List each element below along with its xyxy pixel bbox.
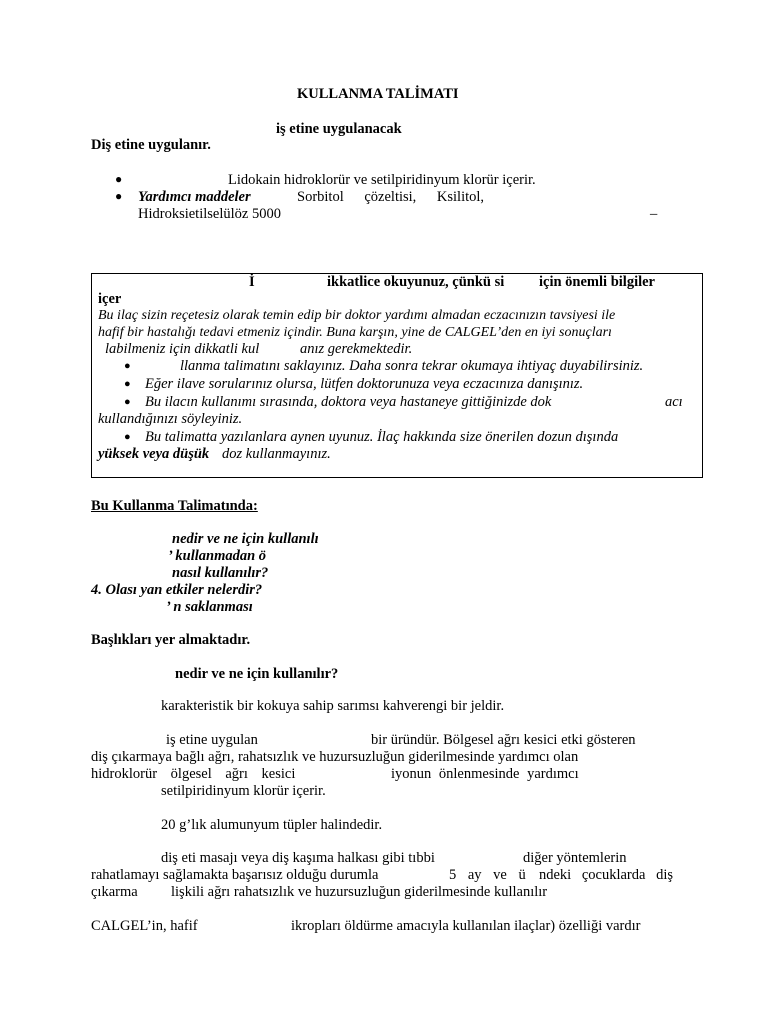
intro-text: Diş etine uygulanır. [91,137,211,153]
document-title: KULLANMA TALİMATI [297,86,459,102]
notice-bullet-1: llanma talimatını saklayınız. Daha sonra tekrar okumaya ihtiyaç duyabilirsiniz. [180,358,644,374]
notice-paragraph-3a: labilmeniz için dikkatli kul [105,341,260,357]
bullet-icon: ● [124,360,131,372]
notice-heading-end: için önemli bilgiler [539,274,655,290]
notice-bullet-3b: acı [665,394,683,410]
excipients-dash: – [650,206,658,222]
notice-bullet-3c: kullandığınızı söyleyiniz. [98,411,243,427]
notice-bullet-4-rest: doz kullanmayınız. [222,446,331,462]
excipients-label: Yardımcı maddeler [138,189,251,205]
active-ingredients: Lidokain hidroklorür ve setilpiridinyum klorür içerir. [228,172,536,188]
toc-item-2: ’ kullanmadan ö [168,548,267,564]
section-1-paragraph-4b2: 5 ay ve ü [449,867,526,883]
notice-bullet-2: Eğer ilave sorularınız olursa, lütfen doktorunuza veya eczacınıza danışınız. [145,376,584,392]
section-1-paragraph-2a: iş etine uygulan [166,732,258,748]
toc-footer: Başlıkları yer almaktadır. [91,632,251,648]
toc-item-3: nasıl kullanılır? [172,565,269,581]
section-1-paragraph-4a2: diğer yöntemlerin [523,850,627,866]
toc-item-1: nedir ve ne için kullanılı [172,531,319,547]
section-1-paragraph-3: 20 g’lık alumunyum tüpler halindedir. [161,817,383,833]
section-1-heading: nedir ve ne için kullanılır? [175,666,339,682]
toc-item-4: 4. Olası yan etkiler nelerdir? [91,582,263,598]
notice-bullet-3a: Bu ilacın kullanımı sırasında, doktora veya hastaneye gittiğinizde dok [145,394,552,410]
bullet-icon: ● [124,396,131,408]
section-1-paragraph-2c: diş çıkarmaya bağlı ağrı, rahatsızlık ve huzursuzluğun giderilmesinde yardımcı olan [91,749,579,765]
section-1-paragraph-2d2: iyonun önlenmesinde yardımcı [391,766,579,782]
section-1-paragraph-4b1: rahatlamayı sağlamakta başarısız olduğu durumla [91,867,379,883]
section-1-paragraph-4c1: çıkarma [91,884,138,900]
toc-item-5: ’ n saklanması [166,599,253,615]
section-1-paragraph-4a1: diş eti masajı veya diş kaşıma halkası gibi tıbbi [161,850,435,866]
bullet-icon: ● [115,172,123,186]
section-1-paragraph-2e: setilpiridinyum klorür içerir. [161,783,326,799]
section-1-paragraph-1: karakteristik bir kokuya sahip sarımsı kahverengi bir jeldir. [161,698,505,714]
notice-heading-initial: İ [249,274,255,290]
section-1-paragraph-5a: CALGEL’in, hafif [91,918,198,934]
notice-paragraph-2: hafif bir hastalığı tedavi etmeniz içindir. Buna karşın, yine de CALGEL’den en iyi sonuçları [98,325,612,340]
notice-bullet-4-bold: yüksek veya düşük [98,446,210,462]
notice-paragraph-1: Bu ilaç sizin reçetesiz olarak temin edip bir doktor yardımı almadan eczacınızın tavsiyesi ile [98,308,616,323]
toc-heading: Bu Kullanma Talimatında: [91,498,258,514]
subtitle: iş etine uygulanacak [276,121,402,137]
section-1-paragraph-5b: ikropları öldürme amacıyla kullanılan ilaçlar) özelliği vardır [291,918,641,934]
notice-heading-2: içer [98,291,122,307]
section-1-paragraph-4b3: ndeki çocuklarda diş [539,867,673,883]
section-1-paragraph-2d1: hidroklorür ölgesel ağrı kesici [91,766,296,782]
excipients-text-1: Sorbitol çözeltisi, Ksilitol, [297,189,485,205]
notice-paragraph-3b: anız gerekmektedir. [300,341,413,357]
notice-bullet-4: Bu talimatta yazılanlara aynen uyunuz. İlaç hakkında size önerilen dozun dışında [145,429,619,445]
bullet-icon: ● [124,378,131,390]
notice-heading: ikkatlice okuyunuz, çünkü si [327,274,505,290]
bullet-icon: ● [124,431,131,443]
excipients-text-2: Hidroksietilselülöz 5000 [138,206,281,222]
section-1-paragraph-4c2: lişkili ağrı rahatsızlık ve huzursuzluğun giderilmesinde kullanılır [171,884,548,900]
bullet-icon: ● [115,189,123,203]
section-1-paragraph-2b: bir üründür. Bölgesel ağrı kesici etki gösteren [371,732,636,748]
